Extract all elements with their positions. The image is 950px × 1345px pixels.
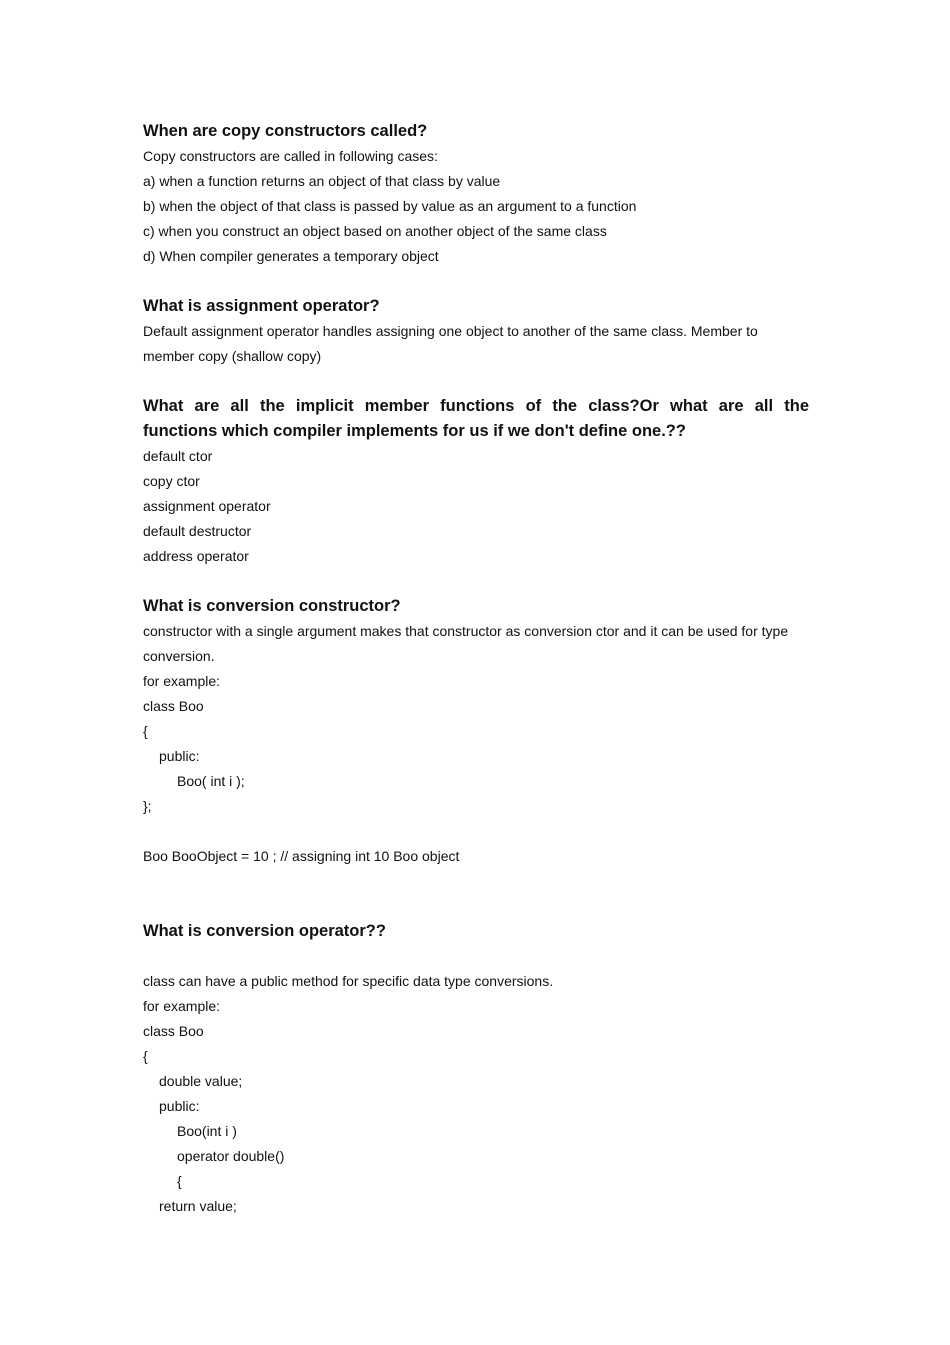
code-line: public:: [159, 748, 200, 764]
code-line: public:: [159, 1098, 200, 1114]
spacer: [143, 269, 809, 294]
heading-copy-constructors: When are copy constructors called?: [143, 122, 428, 140]
list-item: address operator: [143, 548, 249, 564]
code-line: Boo( int i );: [177, 773, 245, 789]
list-item: assignment operator: [143, 498, 271, 514]
code-line: {: [143, 723, 148, 739]
text-line: class can have a public method for specific data type conversions.: [143, 973, 554, 989]
heading-implicit-members: [143, 394, 809, 444]
list-item: default destructor: [143, 523, 252, 539]
list-item: default ctor: [143, 448, 213, 464]
heading-line-2: functions which compiler implements for us if we don't define one.??: [143, 422, 686, 440]
list-item: c) when you construct an object based on another object of the same class: [143, 223, 607, 239]
section-conversion-constructor: [143, 594, 809, 869]
heading-assignment-operator: What is assignment operator?: [143, 297, 380, 315]
code-line: {: [177, 1173, 182, 1189]
list-item: copy ctor: [143, 473, 200, 489]
document-page: [143, 119, 809, 1219]
list-item: b) when the object of that class is passed by value as an argument to a function: [143, 198, 637, 214]
code-line: operator double(): [177, 1148, 285, 1164]
heading-conversion-constructor: What is conversion constructor?: [143, 597, 401, 615]
spacer: [143, 569, 809, 594]
paragraph: Default assignment operator handles assigning one object to another of the same class. Member to member copy (shallow copy): [143, 323, 758, 364]
text-line: Copy constructors are called in following cases:: [143, 148, 438, 164]
section-assignment-operator: [143, 294, 809, 369]
spacer: [143, 819, 809, 844]
list-item: a) when a function returns an object of that class by value: [143, 173, 501, 189]
code-line: class Boo: [143, 1023, 204, 1039]
code-line: for example:: [143, 998, 221, 1014]
paragraph: constructor with a single argument makes that constructor as conversion ctor and it can be used for type conversion.: [143, 623, 789, 664]
code-line: class Boo: [143, 698, 204, 714]
section-implicit-members: [143, 394, 809, 569]
code-line: return value;: [159, 1198, 237, 1214]
spacer: [143, 369, 809, 394]
code-line: {: [143, 1048, 148, 1064]
heading-conversion-operator: What is conversion operator??: [143, 922, 386, 940]
list-item: d) When compiler generates a temporary object: [143, 248, 439, 264]
code-line: Boo(int i ): [177, 1123, 237, 1139]
code-line: for example:: [143, 673, 221, 689]
code-line: Boo BooObject = 10 ; // assigning int 10 Boo object: [143, 848, 460, 864]
section-conversion-operator: [143, 919, 809, 1219]
heading-line-1: What are all the implicit member functions of the class?Or what are all the: [143, 397, 809, 415]
spacer: [143, 944, 809, 969]
spacer: [143, 869, 809, 919]
code-line: double value;: [159, 1073, 243, 1089]
code-line: };: [143, 798, 152, 814]
section-copy-constructors: [143, 119, 809, 269]
